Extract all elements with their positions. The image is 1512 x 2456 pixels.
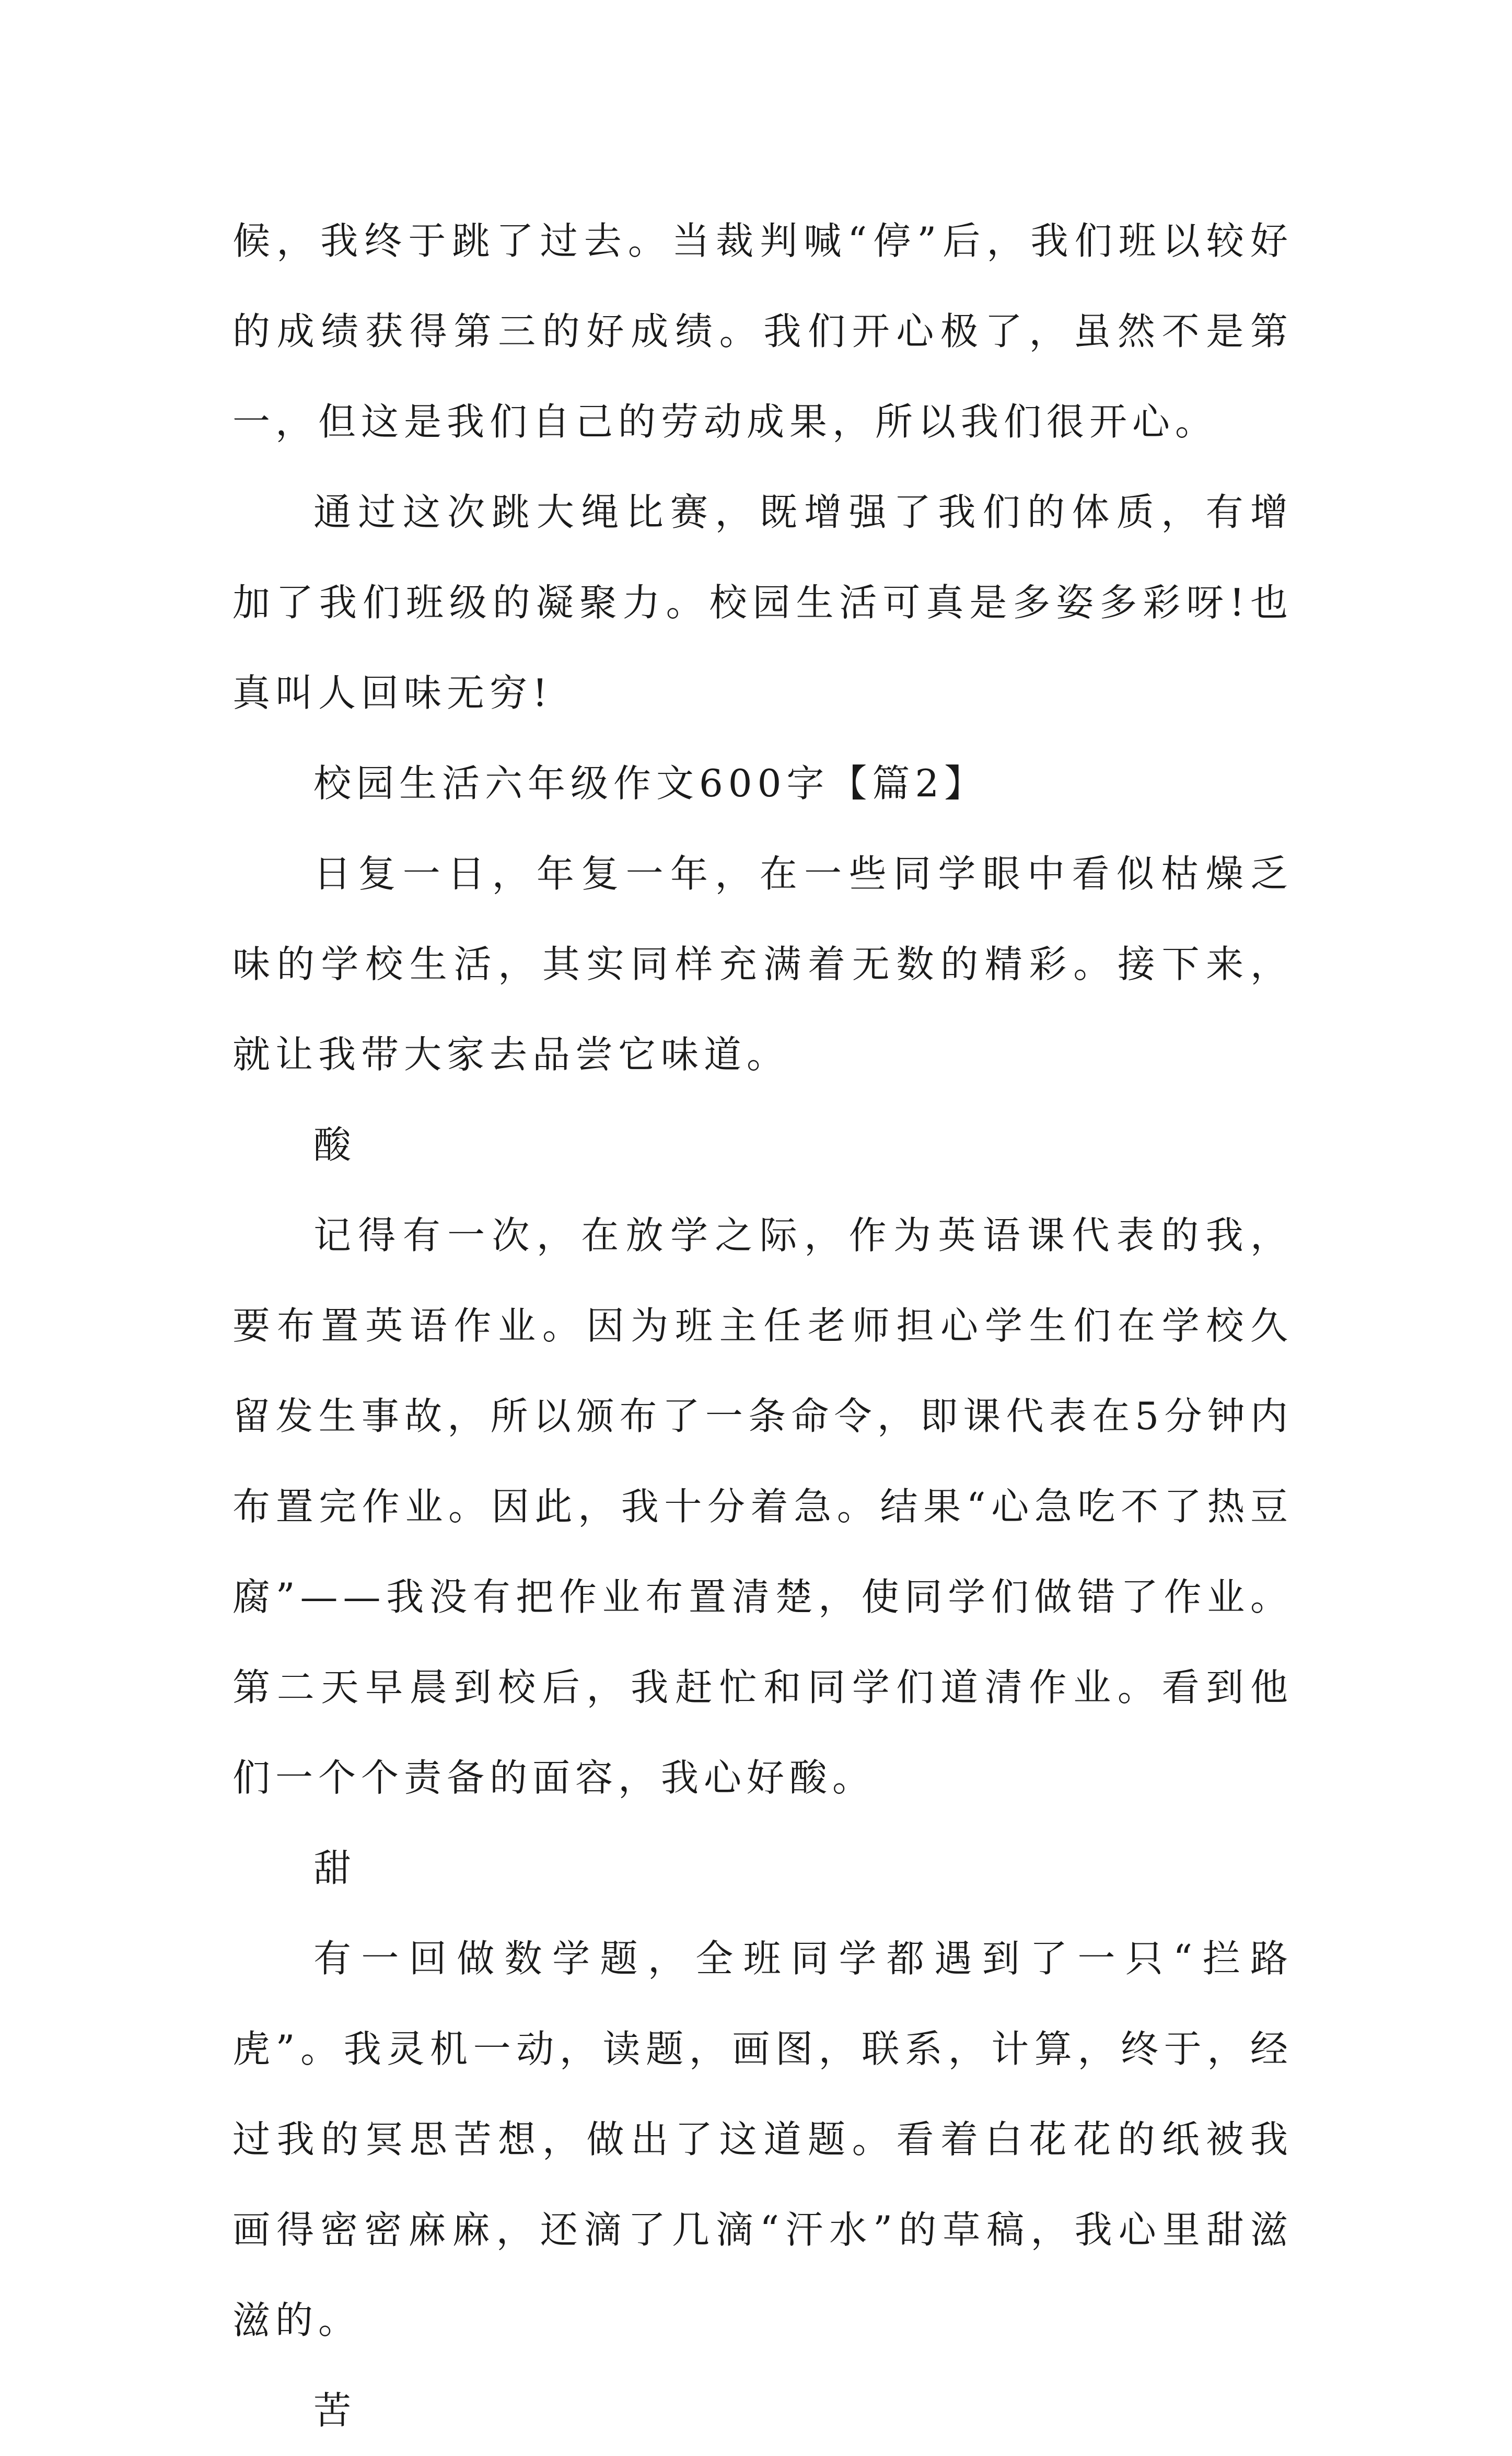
subheading-bitter: 苦 — [313, 2389, 357, 2432]
subheading-sweet: 甜 — [313, 1846, 357, 1890]
paragraph: 记得有一次，在放学之际，作为英语课代表的我，要布置英语作业。因为班主任老师担心学生们在学校久留发生事故，所以颁布了一条命令，即课代表在5分钟内布置完作业。因此，我十分着急。结果“心急吃不了热豆腐”——我没有把作业布置清楚，使同学们做错了作业。第二天早晨到校后，我赶忙和同学们道清作业。看到他们一个个责备的面容，我心好酸。 — [232, 1213, 1293, 1800]
paragraph: 日复一日，年复一年，在一些同学眼中看似枯燥乏味的学校生活，其实同样充满着无数的精彩。接下来，就让我带大家去品尝它味道。 — [232, 852, 1293, 1076]
subheading-sour: 酸 — [313, 1123, 357, 1167]
document-body — [232, 196, 1293, 2456]
paragraph-continuation: 候，我终于跳了过去。当裁判喊“停”后，我们班以较好的成绩获得第三的好成绩。我们开心极了，虽然不是第一，但这是我们自己的劳动成果，所以我们很开心。 — [232, 219, 1293, 444]
paragraph: 有一回做数学题，全班同学都遇到了一只“拦路虎”。我灵机一动，读题，画图，联系，计算，终于，经过我的冥思苦想，做出了这道题。看着白花花的纸被我画得密密麻麻，还滴了几滴“汗水”的草稿，我心里甜滋滋的。 — [232, 1937, 1293, 2342]
section-heading: 校园生活六年级作文600字【篇2】 — [313, 761, 987, 805]
paragraph: 通过这次跳大绳比赛，既增强了我们的体质，有增加了我们班级的凝聚力。校园生活可真是多姿多彩呀!也真叫人回味无穷! — [232, 490, 1293, 715]
